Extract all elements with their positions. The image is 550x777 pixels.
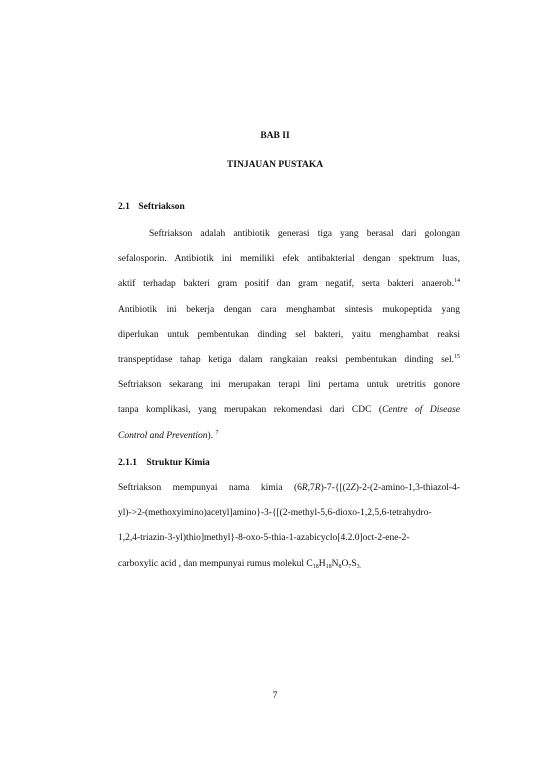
paragraph-line bbox=[118, 552, 460, 577]
line-text: tanpa komplikasi, yang merupakan rekomendasi dari CDC ( bbox=[118, 405, 383, 416]
formula-el: S bbox=[351, 558, 357, 569]
cdc-close: ). bbox=[207, 430, 214, 441]
reference-14: 14 bbox=[454, 278, 460, 285]
paragraph-line: sefalosporin. Antibiotik ini memiliki efek antibakterial dengan spektrum luas, bbox=[118, 254, 460, 265]
chapter-label: BAB II bbox=[260, 131, 290, 141]
paragraph-line bbox=[118, 272, 460, 297]
formula-el: N bbox=[331, 558, 339, 569]
section-2-1-paragraph bbox=[118, 222, 460, 449]
line-text: Seftriakson mempunyai nama kimia (6 bbox=[118, 483, 302, 493]
paragraph-line bbox=[118, 424, 460, 449]
paragraph-line: yl)->2-(methoxyimino)acetyl]amino}-3-{[(2-methyl-5,6-dioxo-1,2,5,6-tetrahydro- bbox=[118, 508, 432, 519]
stereo-Z: Z bbox=[350, 483, 356, 493]
line-text: )-7-{[(2 bbox=[320, 483, 351, 493]
paragraph-line: Antibiotik ini bekerja dengan cara menghambat sintesis mukopeptida yang bbox=[118, 304, 460, 315]
section-title: Seftriakson bbox=[138, 202, 185, 212]
paragraph-line bbox=[118, 476, 460, 501]
section-heading-2-1-1 bbox=[118, 458, 210, 468]
chapter-title: TINJAUAN PUSTAKA bbox=[226, 160, 324, 170]
line-text: transpeptidase tahap ketiga dalam rangkaian reaksi pembentukan dinding sel. bbox=[118, 354, 454, 365]
section-2-1-1-paragraph bbox=[118, 476, 460, 577]
line-text: carboxylic acid , dan mempunyai rumus molekul C bbox=[118, 558, 313, 569]
formula-sub: 3. bbox=[356, 563, 362, 570]
formula-el: H bbox=[318, 558, 326, 569]
formula-el: O bbox=[341, 558, 349, 569]
paragraph-line: 1,2,4-triazin-3-yl)thio]methyl}-8-oxo-5-thia-1-azabicyclo[4.2.0]oct-2-ene-2- bbox=[118, 533, 410, 544]
cdc-italic-2: Control and Prevention bbox=[118, 430, 208, 441]
line-text: aktif terhadap bakteri gram positif dan gram negatif, serta bakteri anaerob. bbox=[118, 279, 454, 290]
paragraph-line: diperlukan untuk pembentukan dinding sel bakteri, yaitu menghambat reaksi bbox=[118, 329, 460, 340]
line-text: ,7 bbox=[307, 483, 315, 493]
section-number: 2.1 bbox=[118, 202, 130, 212]
reference-7: 7 bbox=[215, 429, 219, 436]
reference-15: 15 bbox=[454, 353, 460, 360]
line-text: )-2-(2-amino-1,3-thiazol-4- bbox=[355, 483, 460, 493]
cdc-italic-1: Centre of Disease bbox=[382, 405, 460, 416]
formula-sub: 18 bbox=[312, 563, 319, 570]
paragraph-line: Seftriakson adalah antibiotik generasi tiga yang berasal dari golongan bbox=[149, 229, 460, 239]
formula-sub: 7 bbox=[348, 563, 352, 570]
page-number: 7 bbox=[272, 691, 278, 701]
stereo-R: R bbox=[301, 483, 308, 493]
section-heading-2-1 bbox=[118, 202, 185, 212]
paragraph-line bbox=[118, 398, 460, 423]
stereo-R: R bbox=[314, 483, 321, 493]
section-number: 2.1.1 bbox=[118, 458, 137, 468]
formula-sub: 18 bbox=[325, 563, 332, 570]
paragraph-line: Seftriakson sekarang ini merupakan terapi lini pertama untuk uretritis gonore bbox=[118, 380, 460, 391]
paragraph-line bbox=[118, 348, 460, 373]
section-title: Struktur Kimia bbox=[146, 458, 210, 468]
formula-sub: 8 bbox=[338, 563, 342, 570]
